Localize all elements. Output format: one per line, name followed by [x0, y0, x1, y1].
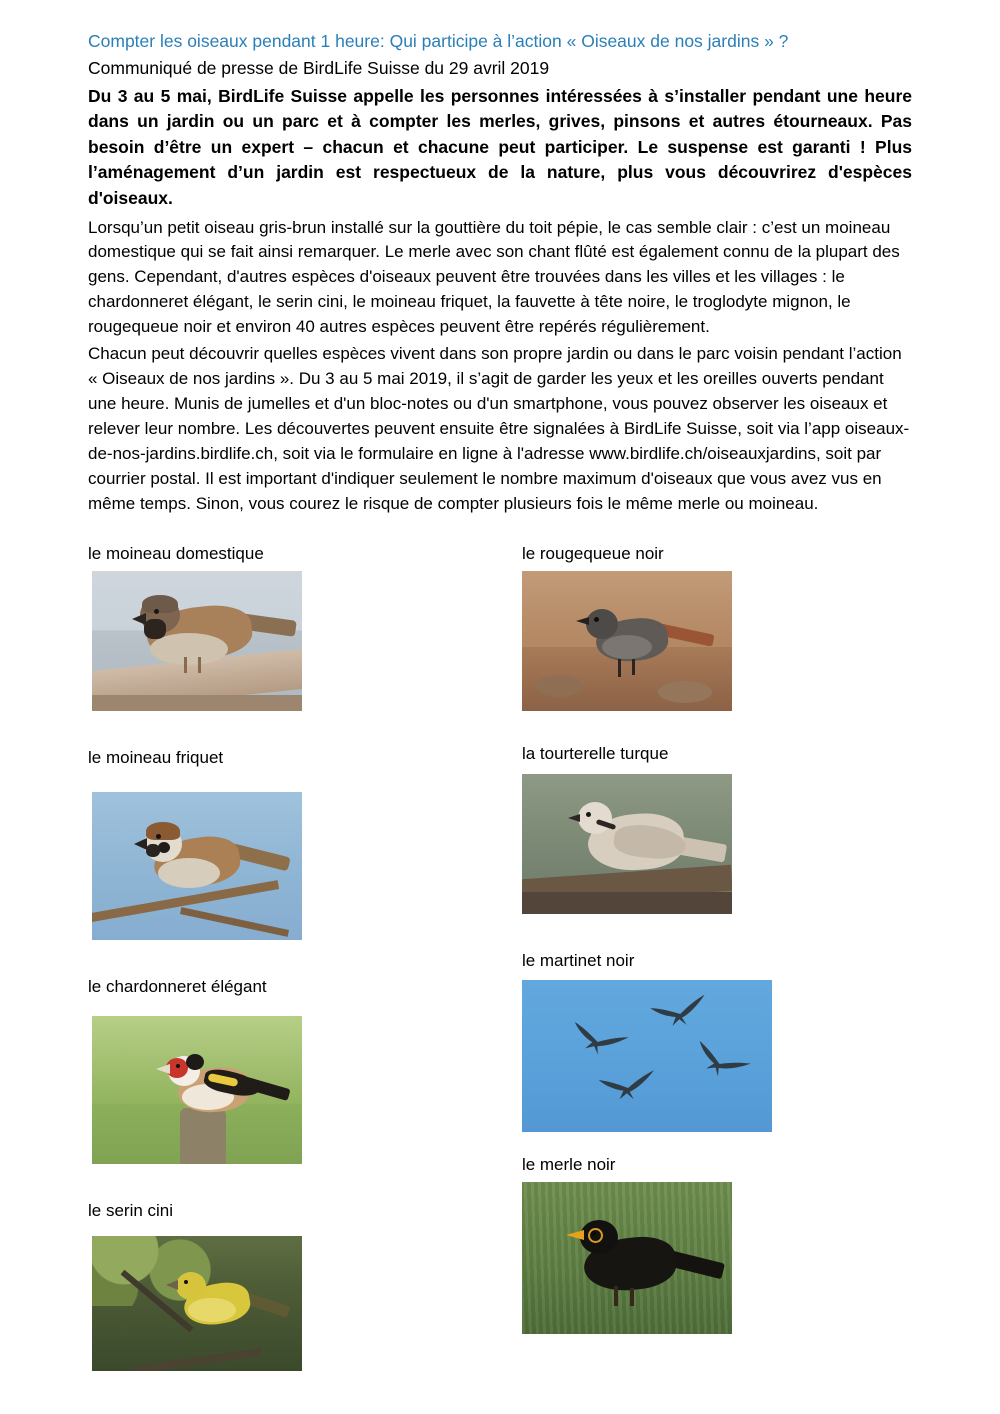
bird-photo-gallery: [88, 543, 912, 1370]
branch-detail: [180, 907, 289, 937]
swift-silhouette: [686, 1036, 753, 1089]
leg-detail: [630, 1288, 634, 1306]
body-paragraph-1: Lorsqu’un petit oiseau gris-brun installé sur la gouttière du toit pépie, le cas semble clair : c’est un moineau domestique qui se fait ainsi remarquer. Le merle avec son chant flûté est également connu de la plupart des gens. Cependant, d'autres espèces d'oiseaux peuvent être trouvées dans les villes et les villages : le chardonneret élégant, le serin cini, le moineau friquet, la fauvette à tête noire, le troglodyte mignon, le rougequeue noir et environ 40 autres espèces peuvent être repérés régulièrement.: [88, 217, 900, 337]
eye-detail: [176, 1064, 180, 1068]
bib-detail: [146, 844, 160, 857]
figure-goldfinch: [88, 976, 522, 1164]
eye-detail: [586, 812, 591, 817]
figure-caption: le serin cini: [88, 1200, 174, 1220]
swift-silhouette: [647, 992, 712, 1034]
figure-house-sparrow: [88, 543, 522, 711]
serin-photo: [92, 1236, 302, 1371]
collared-dove-photo: [522, 774, 732, 914]
beak-detail: [156, 1064, 170, 1074]
beak-detail: [568, 814, 580, 822]
swift-icon: [565, 1017, 631, 1064]
leg-detail: [614, 1286, 618, 1306]
figure-collared-dove: [522, 743, 912, 913]
swift-icon: [596, 1068, 660, 1106]
swift-icon: [647, 992, 712, 1034]
bib-detail: [144, 619, 166, 639]
beak-detail: [134, 838, 147, 850]
figure-serin: [88, 1200, 522, 1371]
figure-caption: le chardonneret élégant: [88, 976, 267, 996]
gallery-right-column: [522, 543, 912, 1370]
eye-ring-detail: [588, 1228, 603, 1243]
figure-caption: le moineau domestique: [88, 544, 264, 564]
figure-common-swift: [522, 950, 912, 1132]
page-title: Compter les oiseaux pendant 1 heure: Qui participe à l’action « Oiseaux de nos jardins » ?: [88, 31, 789, 51]
figure-caption: le moineau friquet: [88, 748, 224, 768]
swift-icon: [686, 1036, 753, 1089]
beak-detail: [576, 617, 589, 625]
beak-detail: [132, 613, 146, 625]
eye-detail: [591, 1231, 596, 1236]
stump-detail: [180, 1108, 226, 1164]
swift-silhouette: [596, 1068, 660, 1106]
black-redstart-photo: [522, 571, 732, 711]
gallery-left-column: [88, 543, 522, 1370]
figure-caption: le martinet noir: [521, 950, 635, 970]
body-paragraph-2: Chacun peut découvrir quelles espèces vivent dans son propre jardin ou dans le parc voisin pendant l’action « Oiseaux de nos jardins ». Du 3 au 5 mai 2019, il s’agit de garder les yeux et les oreilles ouverts pendant une heure. Munis de jumelles et d'un bloc-notes ou d'un smartphone, vous pouvez observer les oiseaux et relever leur nombre. Les découvertes peuvent ensuite être signalées à BirdLife Suisse, soit via l’app oiseaux-de-nos-jardins.birdlife.ch, soit via le formulaire en ligne à l'adresse www.birdlife.ch/oiseauxjardins, soit par courrier postal. Il est important d'indiquer seulement le nombre maximum d'oiseaux que vous avez vus en même temps. Sinon, vous courez le risque de compter plusieurs fois le même merle ou moineau.: [88, 344, 910, 514]
figure-caption: la tourterelle turque: [521, 744, 669, 764]
figure-blackbird: [522, 1154, 912, 1334]
wooden-beam-detail: [522, 892, 732, 914]
leg-detail: [198, 657, 201, 673]
leg-detail: [618, 659, 621, 677]
tree-sparrow-photo: [92, 792, 302, 940]
belly-detail: [158, 858, 220, 888]
twig-detail: [132, 1348, 262, 1371]
eye-detail: [184, 1280, 188, 1284]
crown-detail: [142, 595, 178, 613]
head-detail: [176, 1272, 206, 1300]
figure-tree-sparrow: [88, 747, 522, 939]
head-detail: [578, 802, 612, 834]
rail-shadow-detail: [92, 695, 302, 711]
swift-silhouette: [565, 1017, 631, 1064]
beak-detail: [166, 1280, 178, 1290]
figure-black-redstart: [522, 543, 912, 711]
crown-detail: [146, 822, 180, 840]
press-release-subtitle: Communiqué de presse de BirdLife Suisse du 29 avril 2019: [88, 57, 550, 78]
leg-detail: [184, 657, 187, 673]
beak-detail: [566, 1230, 584, 1240]
figure-caption: le rougequeue noir: [521, 544, 664, 564]
eye-detail: [156, 834, 161, 839]
goldfinch-photo: [92, 1016, 302, 1164]
lead-paragraph: Du 3 au 5 mai, BirdLife Suisse appelle les personnes intéressées à s’installer pendant une heure dans un jardin ou un parc et à compter les merles, grives, pinsons et autres étourneaux. Pas besoin d’être un expert – chacun et chacune peut participer. Le suspense est garanti ! Plus l’aménagement d’un jardin est respectueux de la nature, plus vous découvrirez d'espèces d'oiseaux.: [88, 85, 912, 208]
leg-detail: [632, 659, 635, 675]
nape-detail: [186, 1054, 204, 1070]
house-sparrow-photo: [92, 571, 302, 711]
belly-detail: [188, 1298, 236, 1322]
common-swift-photo: [522, 980, 772, 1132]
figure-caption: le merle noir: [521, 1154, 616, 1174]
blackbird-photo: [522, 1182, 732, 1334]
